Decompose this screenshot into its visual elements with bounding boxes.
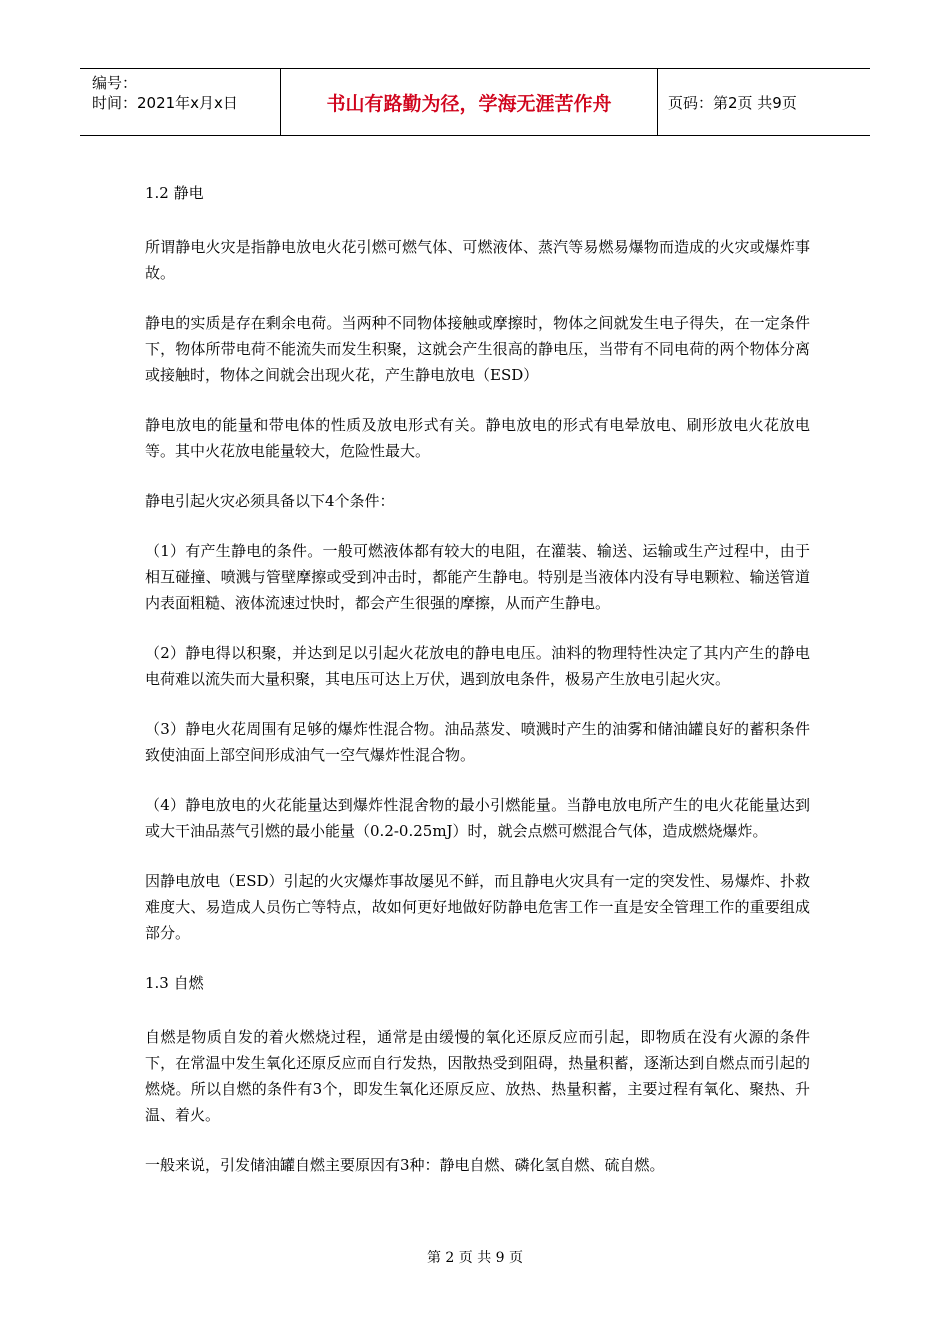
document-time-label: 时间：2021年x月x日 (92, 94, 238, 112)
paragraph: 所谓静电火灾是指静电放电火花引燃可燃气体、可燃液体、蒸汽等易燃易爆物而造成的火灾或爆炸事故。 (145, 238, 810, 282)
paragraph: 自燃是物质自发的着火燃烧过程，通常是由缓慢的氧化还原反应而引起，即物质在没有火源的条件下，在常温中发生氧化还原反应而自行发热，因散热受到阻碍，热量积蓄，逐渐达到自燃点而引起的燃烧。所以自燃的条件有3个，即发生氧化还原反应、放热、热量积蓄，主要过程有氧化、聚热、升温、着火。 (145, 1028, 810, 1124)
paragraph: 因静电放电（ESD）引起的火灾爆炸事故屡见不鲜，而且静电火灾具有一定的突发性、易爆炸、扑救难度大、易造成人员伤亡等特点，故如何更好地做好防静电危害工作一直是安全管理工作的重要组成部分。 (145, 872, 810, 942)
header-motto: 书山有路勤为径，学海无涯苦作舟 (281, 69, 658, 135)
paragraph: （2）静电得以积聚，并达到足以引起火花放电的静电电压。油料的物理特性决定了其内产生的静电电荷难以流失而大量积聚，其电压可达上万伏，遇到放电条件，极易产生放电引起火灾。 (145, 644, 810, 688)
paragraph: 静电引起火灾必须具备以下4个条件： (145, 492, 395, 510)
paragraph: 静电放电的能量和带电体的性质及放电形式有关。静电放电的形式有电晕放电、刷形放电火花放电等。其中火花放电能量较大，危险性最大。 (145, 416, 810, 460)
header-meta (80, 69, 281, 135)
page-header (80, 68, 870, 136)
page-footer: 第 2 页 共 9 页 (426, 1250, 524, 1266)
document-body (145, 180, 810, 1202)
paragraph: （1）有产生静电的条件。一般可燃液体都有较大的电阻，在灌装、输送、运输或生产过程中，由于相互碰撞、喷溅与管壁摩擦或受到冲击时，都能产生静电。特别是当液体内没有导电颗粒、输送管道内表面粗糙、液体流速过快时，都会产生很强的摩擦，从而产生静电。 (145, 542, 810, 612)
document-number-label: 编号： (92, 74, 138, 92)
paragraph: 一般来说，引发储油罐自燃主要原因有3种：静电自燃、磷化氢自燃、硫自燃。 (145, 1156, 665, 1174)
paragraph: 静电的实质是存在剩余电荷。当两种不同物体接触或摩擦时，物体之间就发生电子得失，在一定条件下，物体所带电荷不能流失而发生积聚，这就会产生很高的静电压，当带有不同电荷的两个物体分离或接触时，物体之间就会出现火花，产生静电放电（ESD） (145, 314, 810, 384)
header-page-info: 页码：第2页 共9页 (668, 93, 797, 112)
section-heading-spontaneous-combustion: 1.3 自燃 (145, 974, 204, 992)
section-heading-static: 1.2 静电 (145, 184, 204, 202)
paragraph: （4）静电放电的火花能量达到爆炸性混舍物的最小引燃能量。当静电放电所产生的电火花能量达到或大干油品蒸气引燃的最小能量（0.2-0.25mJ）时，就会点燃可燃混合气体，造成燃烧爆炸。 (145, 796, 810, 840)
paragraph: （3）静电火花周围有足够的爆炸性混合物。油品蒸发、喷溅时产生的油雾和储油罐良好的蓄积条件致使油面上部空间形成油气一空气爆炸性混合物。 (145, 720, 810, 764)
